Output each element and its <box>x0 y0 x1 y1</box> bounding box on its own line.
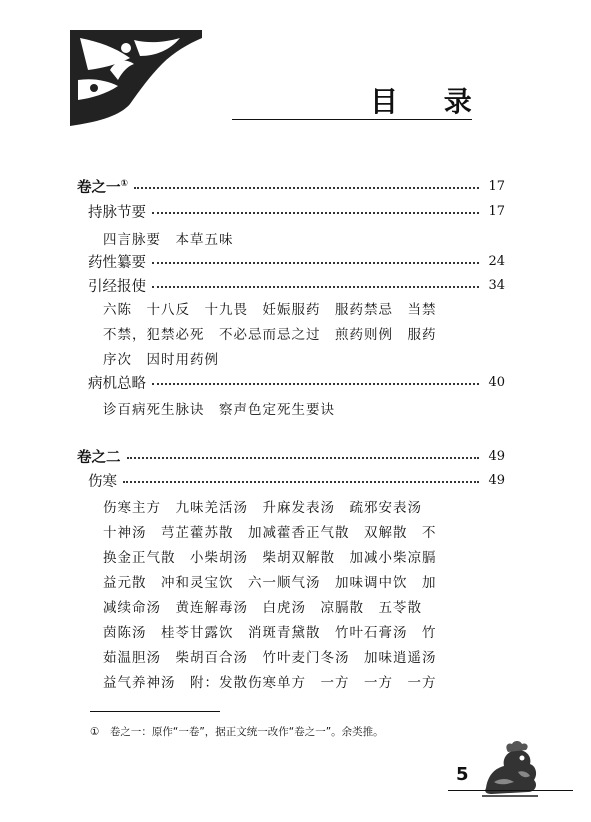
section-label: 药性纂要 <box>88 254 146 271</box>
entry-line: 四言脉要 本草五味 <box>103 232 234 248</box>
leader-dots <box>152 212 479 214</box>
section-page: 40 <box>488 374 505 390</box>
entry-line: 益元散 冲和灵宝饮 六一顺气汤 加味调中饮 加 <box>103 575 437 591</box>
vol2-page: 49 <box>488 448 505 464</box>
section-label: 伤寒 <box>88 473 117 490</box>
footnote-rule <box>90 711 220 712</box>
leader-dots <box>152 262 479 264</box>
entry-line: 茹温胆汤 柴胡百合汤 竹叶麦门冬汤 加味逍遥汤 <box>103 650 437 666</box>
toc-row-yinjing[interactable] <box>88 275 505 295</box>
section-page: 34 <box>488 277 505 293</box>
entry-line: 十神汤 芎芷藿苏散 加减藿香正气散 双解散 不 <box>103 525 437 541</box>
leader-dots <box>152 383 479 385</box>
section-page: 24 <box>488 253 505 269</box>
phoenix-ornament-icon <box>70 30 202 126</box>
toc-row-bingji[interactable] <box>88 372 505 392</box>
leader-dots <box>152 286 479 288</box>
section-page: 49 <box>488 472 505 488</box>
footnote: ① 卷之一：原作“一卷”，据正文统一改作“卷之一”。余类推。 <box>90 726 384 738</box>
toc-row-shanghan[interactable] <box>88 470 505 490</box>
vol1-label: 卷之一 <box>77 179 121 196</box>
page-number: 5 <box>456 764 469 785</box>
entry-line: 益气养神汤 附：发散伤寒单方 一方 一方 一方 <box>103 675 437 691</box>
entry-line: 序次 因时用药例 <box>103 352 219 368</box>
page-number-rule <box>448 790 573 791</box>
section-label: 病机总略 <box>88 375 146 392</box>
entry-line: 减续命汤 黄连解毒汤 白虎汤 凉膈散 五苓散 <box>103 600 422 616</box>
vol1-page: 17 <box>488 178 505 194</box>
toc-row-vol2[interactable] <box>77 446 505 466</box>
toc-row-maiyao[interactable] <box>88 201 505 221</box>
toc-row-vol1[interactable] <box>77 176 505 196</box>
vol2-label: 卷之二 <box>77 449 121 466</box>
entry-line: 六陈 十八反 十九畏 妊娠服药 服药禁忌 当禁 <box>103 302 437 318</box>
toc-row-yaoxing[interactable] <box>88 251 505 271</box>
section-label: 持脉节要 <box>88 204 146 221</box>
entry-line: 伤寒主方 九味羌活汤 升麻发表汤 疏邪安表汤 <box>103 500 422 516</box>
entry-line: 茵陈汤 桂苓甘露饮 消斑青黛散 竹叶石膏汤 竹 <box>103 625 437 641</box>
leader-dots <box>127 457 480 459</box>
leader-dots <box>134 187 479 189</box>
page-title: 目 录 <box>370 85 490 118</box>
footnote-mark: ① <box>120 178 129 189</box>
section-label: 引经报使 <box>88 278 146 295</box>
leader-dots <box>123 481 479 483</box>
title-rule <box>232 119 472 120</box>
dragon-ornament-icon <box>478 738 542 798</box>
entry-line: 换金正气散 小柴胡汤 柴胡双解散 加减小柴凉膈 <box>103 550 437 566</box>
section-page: 17 <box>488 203 505 219</box>
entry-line: 诊百病死生脉诀 察声色定死生要诀 <box>103 402 335 418</box>
entry-line: 不禁，犯禁必死 不必忌而忌之过 煎药则例 服药 <box>103 327 437 343</box>
